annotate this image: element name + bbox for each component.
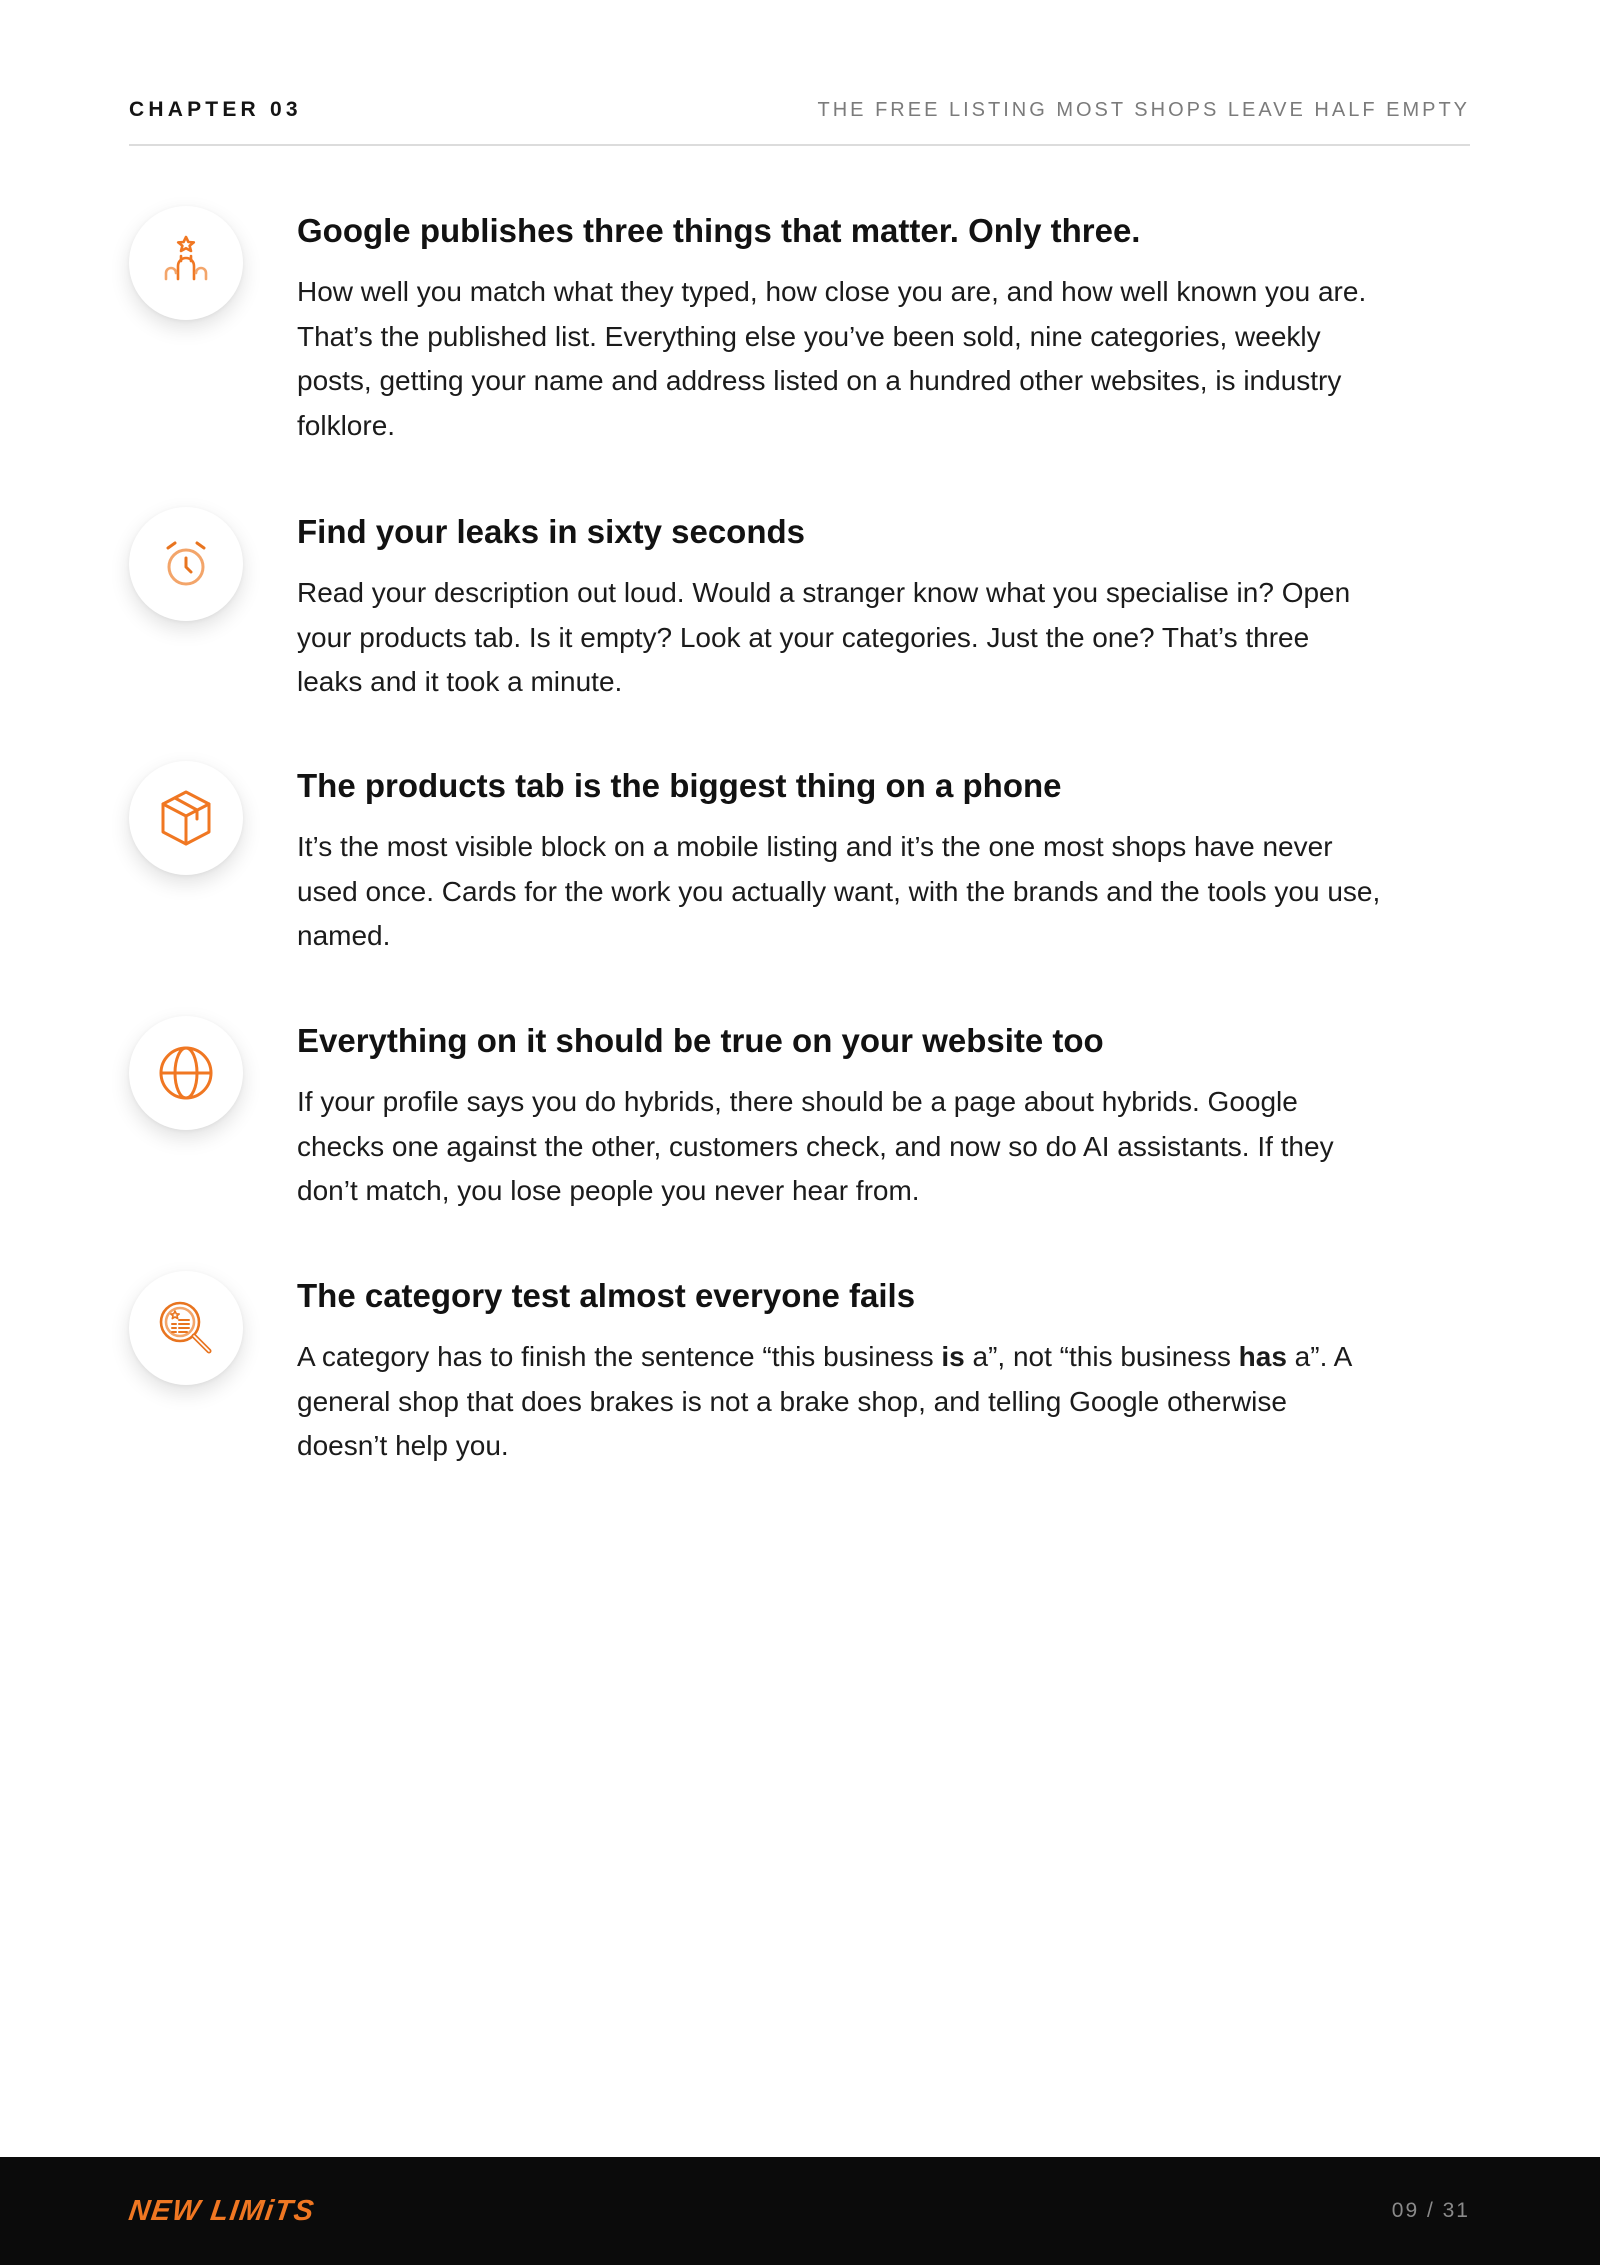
- globe-icon: [129, 1016, 243, 1130]
- section-title: Google publishes three things that matter. Only three.: [297, 212, 1141, 249]
- box-icon: [129, 761, 243, 875]
- alarm-clock-icon: [129, 507, 243, 621]
- section-title: The products tab is the biggest thing on a phone: [297, 767, 1062, 804]
- body-text: a”. A general shop that does brakes is not a brake shop, and telling Google otherwise doesn’t help you.: [297, 1341, 1351, 1461]
- section-body: It’s the most visible block on a mobile listing and it’s the one most shops have never used once. Cards for the work you actually want, with the brands and the tools you use, named.: [297, 831, 1381, 951]
- section-body: How well you match what they typed, how close you are, and how well known you are. That’s the published list. Everything else you’ve been sold, nine categories, weekly posts, getting your name and address listed on a hundred other websites, is industry folklore.: [297, 276, 1367, 441]
- section-title: Find your leaks in sixty seconds: [297, 513, 806, 550]
- section-body: Read your description out loud. Would a stranger know what you specialise in? Open your products tab. Is it empty? Look at your categories. Just the one? That’s three leaks and it took a minute.: [297, 577, 1351, 697]
- section-title: Everything on it should be true on your website too: [297, 1022, 1104, 1059]
- search-document-icon: [129, 1271, 243, 1385]
- body-text: A category has to finish the sentence “this business: [297, 1341, 942, 1372]
- page-footer: [0, 2157, 1600, 2265]
- page-header: [129, 96, 1470, 146]
- emphasis-is: is: [941, 1341, 965, 1372]
- page-number: 09 / 31: [1391, 2199, 1470, 2222]
- section-body: If your profile says you do hybrids, there should be a page about hybrids. Google checks one against the other, customers check, and now so do AI assistants. If they don’t match, you lose people you never hear from.: [297, 1086, 1334, 1206]
- podium-star-icon: [129, 206, 243, 320]
- brand-logo: NEW LIMiTS: [126, 2195, 318, 2227]
- chapter-label: CHAPTER 03: [129, 98, 302, 121]
- emphasis-has: has: [1238, 1341, 1287, 1372]
- section-title: The category test almost everyone fails: [297, 1277, 916, 1314]
- running-title: THE FREE LISTING MOST SHOPS LEAVE HALF EMPTY: [817, 99, 1470, 121]
- section-body: [297, 1335, 1382, 1469]
- body-text: a”, not “this business: [964, 1341, 1239, 1372]
